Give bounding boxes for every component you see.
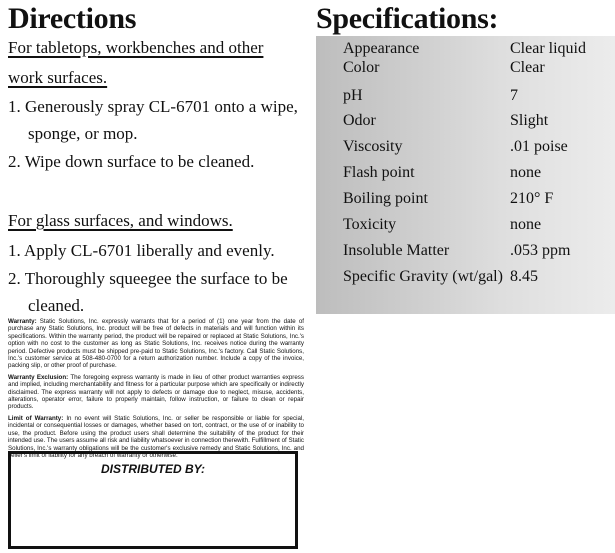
spec-value: 7 (510, 87, 518, 104)
spec-label: Odor (343, 112, 376, 129)
spec-value: none (510, 164, 542, 181)
spec-row-color (316, 55, 615, 81)
section1-heading-line1: For tabletops, workbenches and other (8, 38, 264, 57)
specifications-title: Specifications: (316, 2, 499, 35)
spec-row-toxicity (316, 212, 615, 238)
section2-step2: 2. Thoroughly squeegee the surface to be (8, 269, 288, 288)
spec-value: 8.45 (510, 268, 538, 285)
specifications-table (316, 36, 615, 314)
section1-step1-continued: sponge, or mop. (28, 124, 138, 143)
section2-heading: For glass surfaces, and windows. (8, 211, 233, 230)
warranty-body: Static Solutions, Inc. expressly warrants that for a period of (1) one year from the date of purchase any Static Solutions, Inc. product will be free of defects in materials and will function within its specifications. Within the warranty period, the product will be repaired or replaced at Static Solutions, Inc.'s option with no cost to the customer as long as Static Solutions, Inc. receives notice during the warranty period. Defective products must be shipped pre-paid to Static Solutions, Inc.'s factory. Call Static Solutions, Inc.'s customer service at 508-480-0700 for a return authorization number. Include a copy of the invoice, packing slip, or other proof of purchase. (8, 318, 304, 370)
spec-row-odor (316, 108, 615, 134)
warranty-label: Warranty: (8, 318, 37, 325)
spec-label: Boiling point (343, 190, 428, 207)
warranty-exclusion-paragraph (8, 374, 304, 411)
warranty-exclusion-body: The foregoing express warranty is made in lieu of other product warranties express and implied, including merchantability and fitness for a particular purpose which are specifically or indirectly disclaimed. The express warranty will not apply to defects or damage due to neglect, misuse, accidents, alterations, operator error, failure to properly maintain, follow instruction, or failure to clean or repair products. (8, 373, 304, 411)
spec-value: .01 poise (510, 138, 568, 155)
spec-value: .053 ppm (510, 242, 571, 259)
section2-step2-continued: cleaned. (28, 296, 85, 315)
spec-label: pH (343, 87, 363, 104)
spec-row-insoluble-matter (316, 238, 615, 264)
spec-label: Toxicity (343, 216, 397, 233)
distributed-by-label: DISTRIBUTED BY: (100, 462, 205, 476)
spec-label: Color (343, 59, 380, 76)
spec-row-viscosity (316, 134, 615, 160)
spec-row-flash-point (316, 160, 615, 186)
warranty-paragraph (8, 318, 304, 370)
spec-value: Clear (510, 59, 545, 76)
spec-label: Insoluble Matter (343, 242, 450, 259)
spec-label: Flash point (343, 164, 415, 181)
warranty-text (8, 318, 304, 463)
spec-row-ph (316, 83, 615, 109)
section1-step2: 2. Wipe down surface to be cleaned. (8, 152, 255, 171)
section2-step1: 1. Apply CL-6701 liberally and evenly. (8, 241, 275, 260)
spec-row-specific-gravity (316, 264, 615, 290)
spec-label: Viscosity (343, 138, 403, 155)
spec-label: Specific Gravity (wt/gal) (343, 268, 503, 285)
section1-step1: 1. Generously spray CL-6701 onto a wipe, (8, 97, 298, 116)
limit-of-warranty-body: In no event will Static Solutions, Inc. or seller be responsible or liable for special, incidental or consequential losses or damages, whether based on tort, contract, or the use of or inability to use, the product. Before using the product users shall determine the suitability of the product for their intended use. The users assume all risk and liability whatsoever in connection therewith. Fulfillment of Static Solutions, Inc.'s warranty obligations will be the customer's exclusive remedy and Static Solutions, Inc. and seller's limit of liability for any breach of warranty or otherwise. (8, 414, 304, 459)
spec-value: Clear liquid (510, 40, 586, 57)
spec-row-boiling-point (316, 186, 615, 212)
limit-of-warranty-label: Limit of Warranty: (8, 414, 64, 422)
spec-value: 210° F (510, 190, 554, 207)
section1-heading-line2: work surfaces. (8, 68, 108, 87)
spec-value: none (510, 216, 542, 233)
warranty-exclusion-label: Warranty Exclusion: (8, 373, 69, 381)
distributed-by-box (8, 451, 298, 549)
directions-title: Directions (8, 2, 137, 35)
spec-value: Slight (510, 112, 549, 129)
spec-label: Appearance (343, 40, 420, 57)
